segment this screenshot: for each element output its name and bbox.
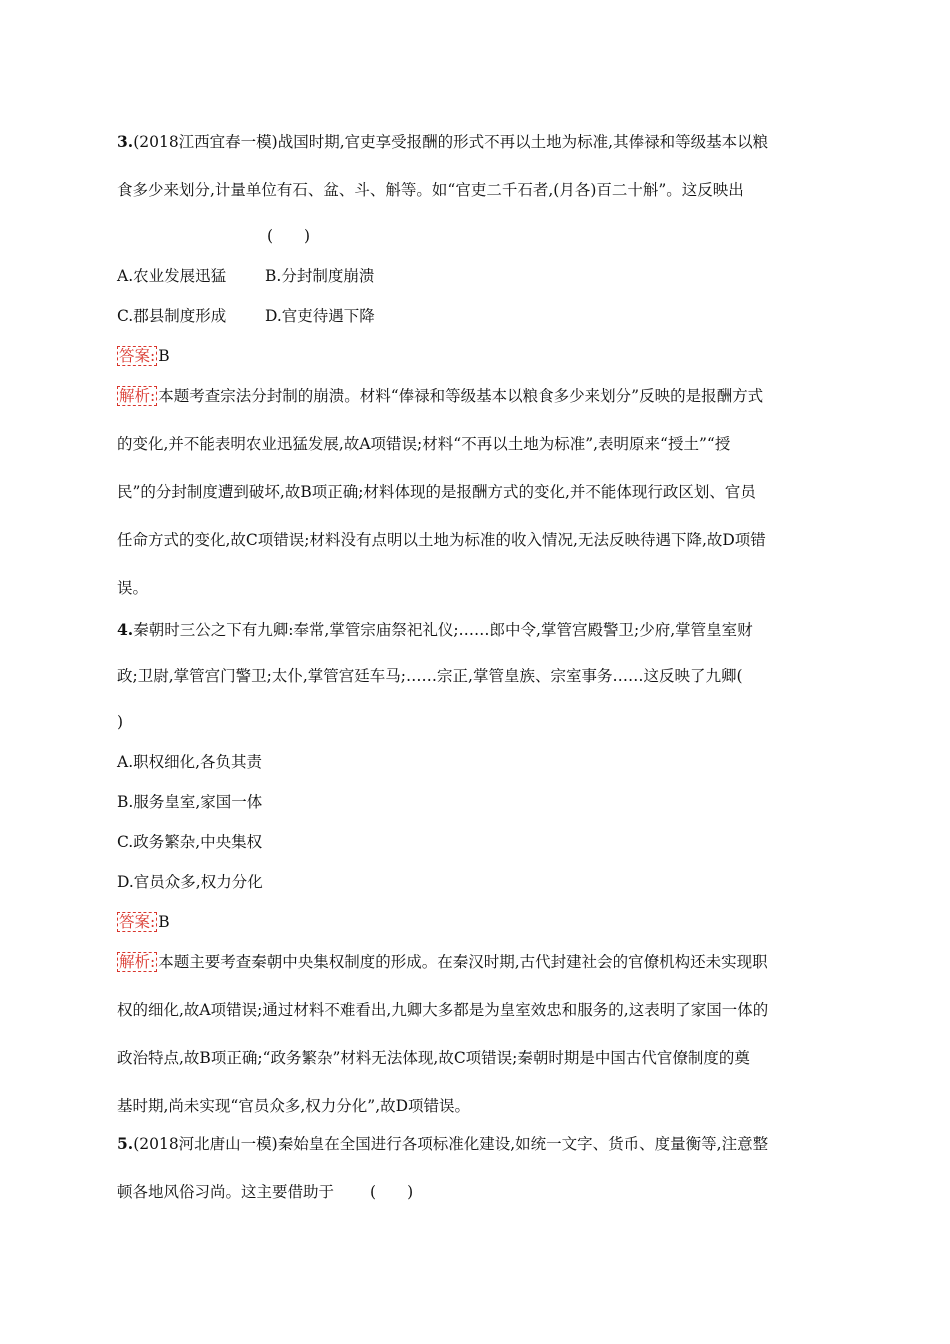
q5-number: 5. [117, 1134, 134, 1153]
q3-stem-1: (2018江西宜春一模)战国时期,官吏享受报酬的形式不再以土地为标准,其俸禄和等级基本以粮 [133, 133, 769, 151]
q5-line-2 [117, 1182, 413, 1202]
q3-option-a: A.农业发展迅猛 [117, 267, 227, 285]
q3-stem-2: 食多少来划分,计量单位有石、盆、斗、斛等。如“官吏二千石者,(月各)百二十斛”。这反映出 [117, 181, 744, 199]
q4-stem-1: 秦朝时三公之下有九卿:奉常,掌管宗庙祭祀礼仪;……郎中令,掌管宫殿警卫;少府,掌管皇室财 [133, 621, 753, 639]
q4-line-1 [117, 620, 753, 640]
q4-option-d: D.官员众多,权力分化 [117, 873, 263, 891]
q4-analysis-3: 政治特点,故B项正确;“政务繁杂”材料无法体现,故C项错误;秦朝时期是中国古代官僚制度的奠 [117, 1049, 750, 1067]
q5-stem-2: 顿各地风俗习尚。这主要借助于 [117, 1183, 335, 1201]
q4-analysis-text-1: 本题主要考查秦朝中央集权制度的形成。在秦汉时期,古代封建社会的官僚机构还未实现职 [158, 953, 768, 971]
q3-option-c: C.郡县制度形成 [117, 307, 227, 325]
analysis-label: 解析: [119, 953, 156, 971]
q3-answer [117, 346, 170, 366]
q5-paren: ( ) [370, 1183, 414, 1201]
q3-options-row-2 [117, 306, 375, 326]
q4-answer-value: B [158, 913, 170, 931]
q3-analysis-2: 的变化,并不能表明农业迅猛发展,故A项错误;材料“不再以土地为标准”,表明原来“授土”“授 [117, 435, 731, 453]
q4-analysis-2: 权的细化,故A项错误;通过材料不难看出,九卿大多都是为皇室效忠和服务的,这表明了家国一体的 [117, 1001, 769, 1019]
q5-line-1 [117, 1134, 768, 1154]
q5-stem-1: (2018河北唐山一模)秦始皇在全国进行各项标准化建设,如统一文字、货币、度量衡等,注意整 [133, 1135, 769, 1153]
q4-option-c: C.政务繁杂,中央集权 [117, 833, 263, 851]
q3-analysis-text-1: 本题考查宗法分封制的崩溃。材料“俸禄和等级基本以粮食多少来划分”反映的是报酬方式 [158, 387, 764, 405]
q4-stem-2: 政;卫尉,掌管宫门警卫;太仆,掌管宫廷车马;……宗正,掌管皇族、宗室事务……这反映了九卿( [117, 667, 743, 685]
q4-option-a: A.职权细化,各负其责 [117, 753, 263, 771]
q3-options-row-1 [117, 266, 374, 286]
q3-number: 3. [117, 132, 134, 151]
q3-analysis-4: 任命方式的变化,故C项错误;材料没有点明以土地为标准的收入情况,无法反映待遇下降,故D项错 [117, 531, 766, 549]
q4-number: 4. [117, 620, 134, 639]
q4-analysis-4: 基时期,尚未实现“官员众多,权力分化”,故D项错误。 [117, 1097, 471, 1115]
answer-label: 答案: [119, 347, 156, 365]
q3-answer-value: B [158, 347, 170, 365]
q3-option-d: D.官吏待遇下降 [265, 307, 375, 325]
q4-analysis-1 [117, 952, 768, 972]
q3-analysis-5: 误。 [117, 579, 149, 597]
q4-answer [117, 912, 170, 932]
q3-analysis-3: 民”的分封制度遭到破坏,故B项正确;材料体现的是报酬方式的变化,并不能体现行政区划、官员 [117, 483, 756, 501]
answer-label: 答案: [119, 913, 156, 931]
q3-paren: ( ) [267, 227, 311, 245]
q4-stem-3: ) [117, 713, 124, 731]
q3-analysis-1 [117, 386, 763, 406]
analysis-label: 解析: [119, 387, 156, 405]
q4-option-b: B.服务皇室,家国一体 [117, 793, 263, 811]
q3-option-b: B.分封制度崩溃 [265, 267, 375, 285]
q3-line-1 [117, 132, 768, 152]
